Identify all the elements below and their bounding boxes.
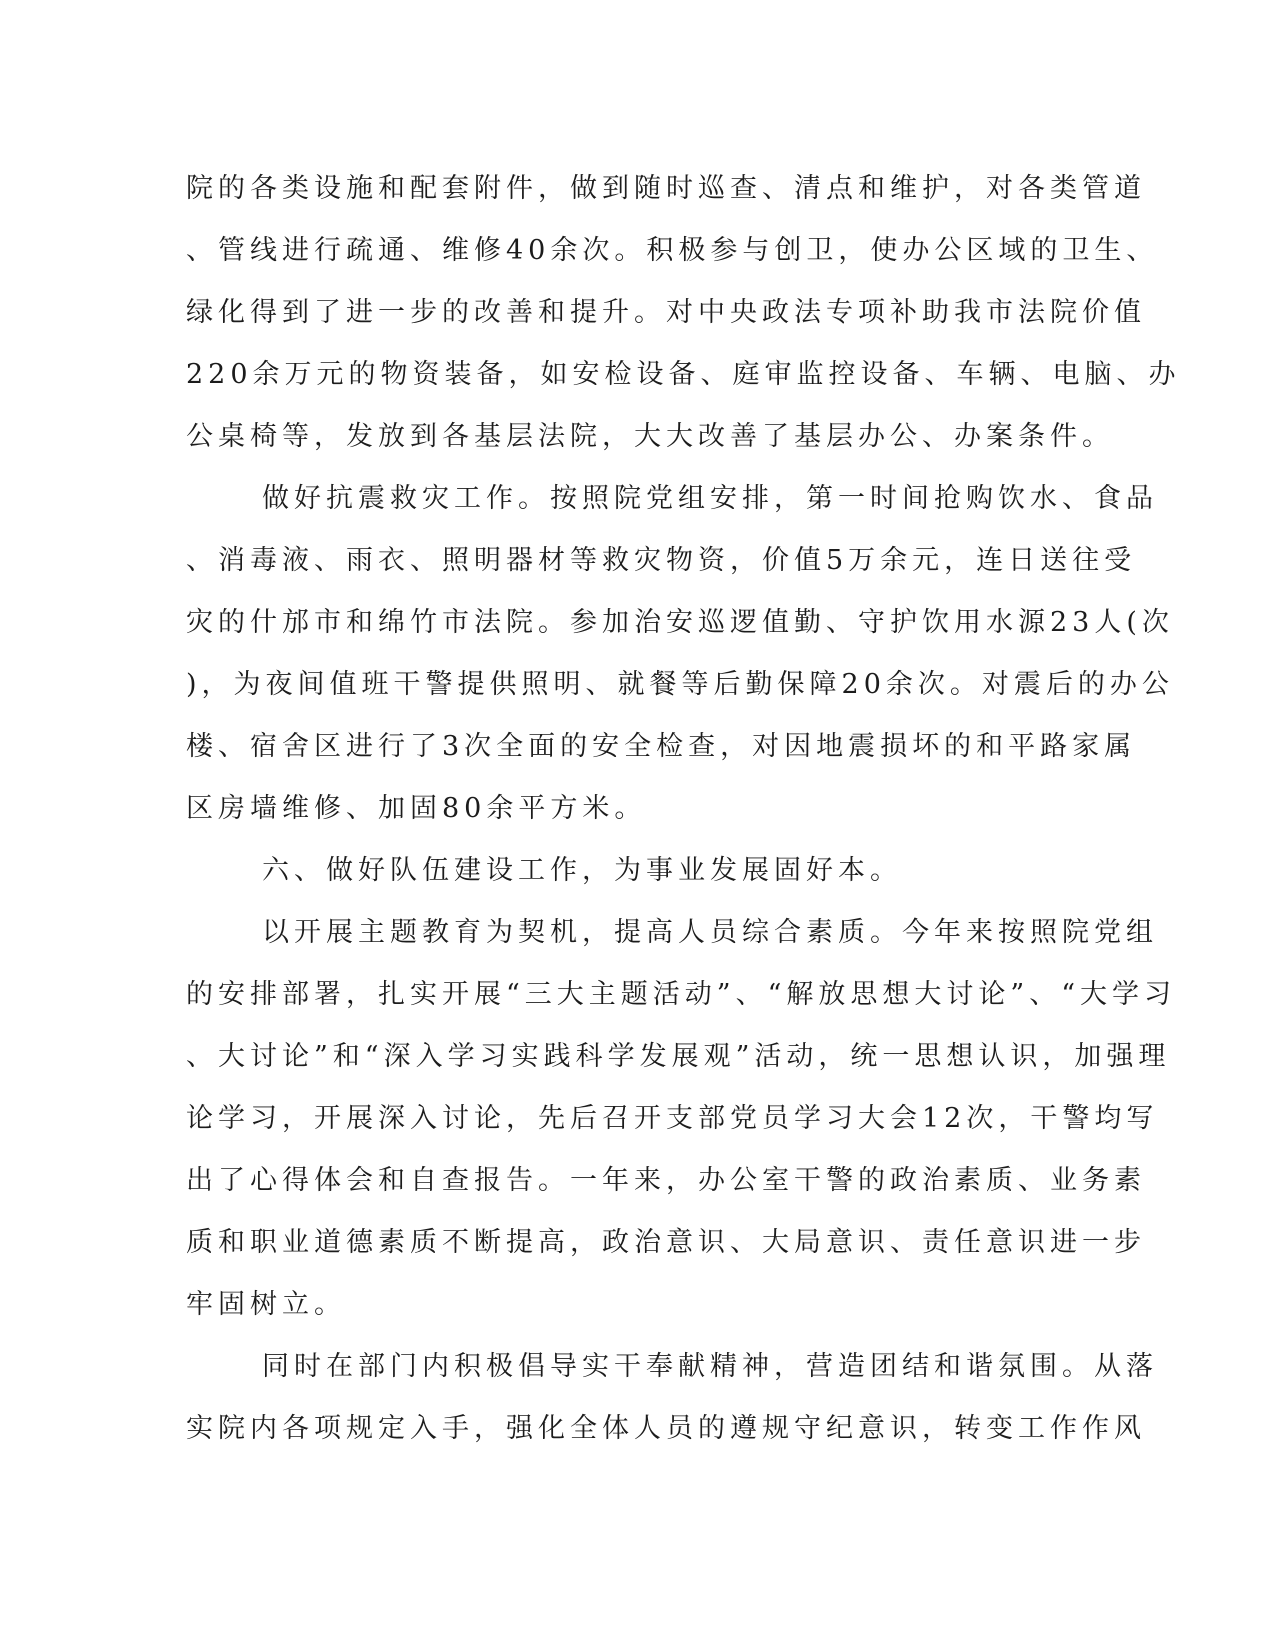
text-line: 牢固树立。	[186, 1289, 346, 1320]
text-line: 区房墙维修、加固80余平方米。	[186, 793, 647, 824]
text-line: 、大讨论”和“深入学习实践科学发展观”活动，统一思想认识，加强理	[186, 1041, 1171, 1072]
text-line: 出了心得体会和自查报告。一年来，办公室干警的政治素质、业务素	[186, 1165, 1146, 1196]
text-line: 灾的什邡市和绵竹市法院。参加治安巡逻值勤、守护饮用水源23人(次	[186, 607, 1174, 638]
text-line: 楼、宿舍区进行了3次全面的安全检查，对因地震损坏的和平路家属	[186, 731, 1137, 762]
text-line: 院的各类设施和配套附件，做到随时巡查、清点和维护，对各类管道	[186, 173, 1146, 204]
text-line: 质和职业道德素质不断提高，政治意识、大局意识、责任意识进一步	[186, 1227, 1146, 1258]
paragraph-start-line: 做好抗震救灾工作。按照院党组安排，第一时间抢购饮水、食品	[262, 483, 1158, 514]
text-line: 公桌椅等，发放到各基层法院，大大改善了基层办公、办案条件。	[186, 421, 1114, 452]
text-line: 实院内各项规定入手，强化全体人员的遵规守纪意识，转变工作作风	[186, 1413, 1146, 1444]
text-line: 的安排部署，扎实开展“三大主题活动”、“解放思想大讨论”、“大学习	[186, 979, 1177, 1010]
text-line: )，为夜间值班干警提供照明、就餐等后勤保障20余次。对震后的办公	[186, 669, 1174, 700]
text-line: 绿化得到了进一步的改善和提升。对中央政法专项补助我市法院价值	[186, 297, 1146, 328]
body-text	[186, 158, 1181, 1460]
text-line: 、管线进行疏通、维修40余次。积极参与创卫，使办公区域的卫生、	[186, 235, 1159, 266]
section-heading: 六、做好队伍建设工作，为事业发展固好本。	[262, 855, 902, 886]
text-line: 220余万元的物资装备，如安检设备、庭审监控设备、车辆、电脑、办	[186, 359, 1181, 390]
paragraph-start-line: 同时在部门内积极倡导实干奉献精神，营造团结和谐氛围。从落	[262, 1351, 1158, 1382]
text-line: 论学习，开展深入讨论，先后召开支部党员学习大会12次，干警均写	[186, 1103, 1159, 1134]
text-line: 、消毒液、雨衣、照明器材等救灾物资，价值5万余元，连日送往受	[186, 545, 1137, 576]
paragraph-start-line: 以开展主题教育为契机，提高人员综合素质。今年来按照院党组	[262, 917, 1158, 948]
